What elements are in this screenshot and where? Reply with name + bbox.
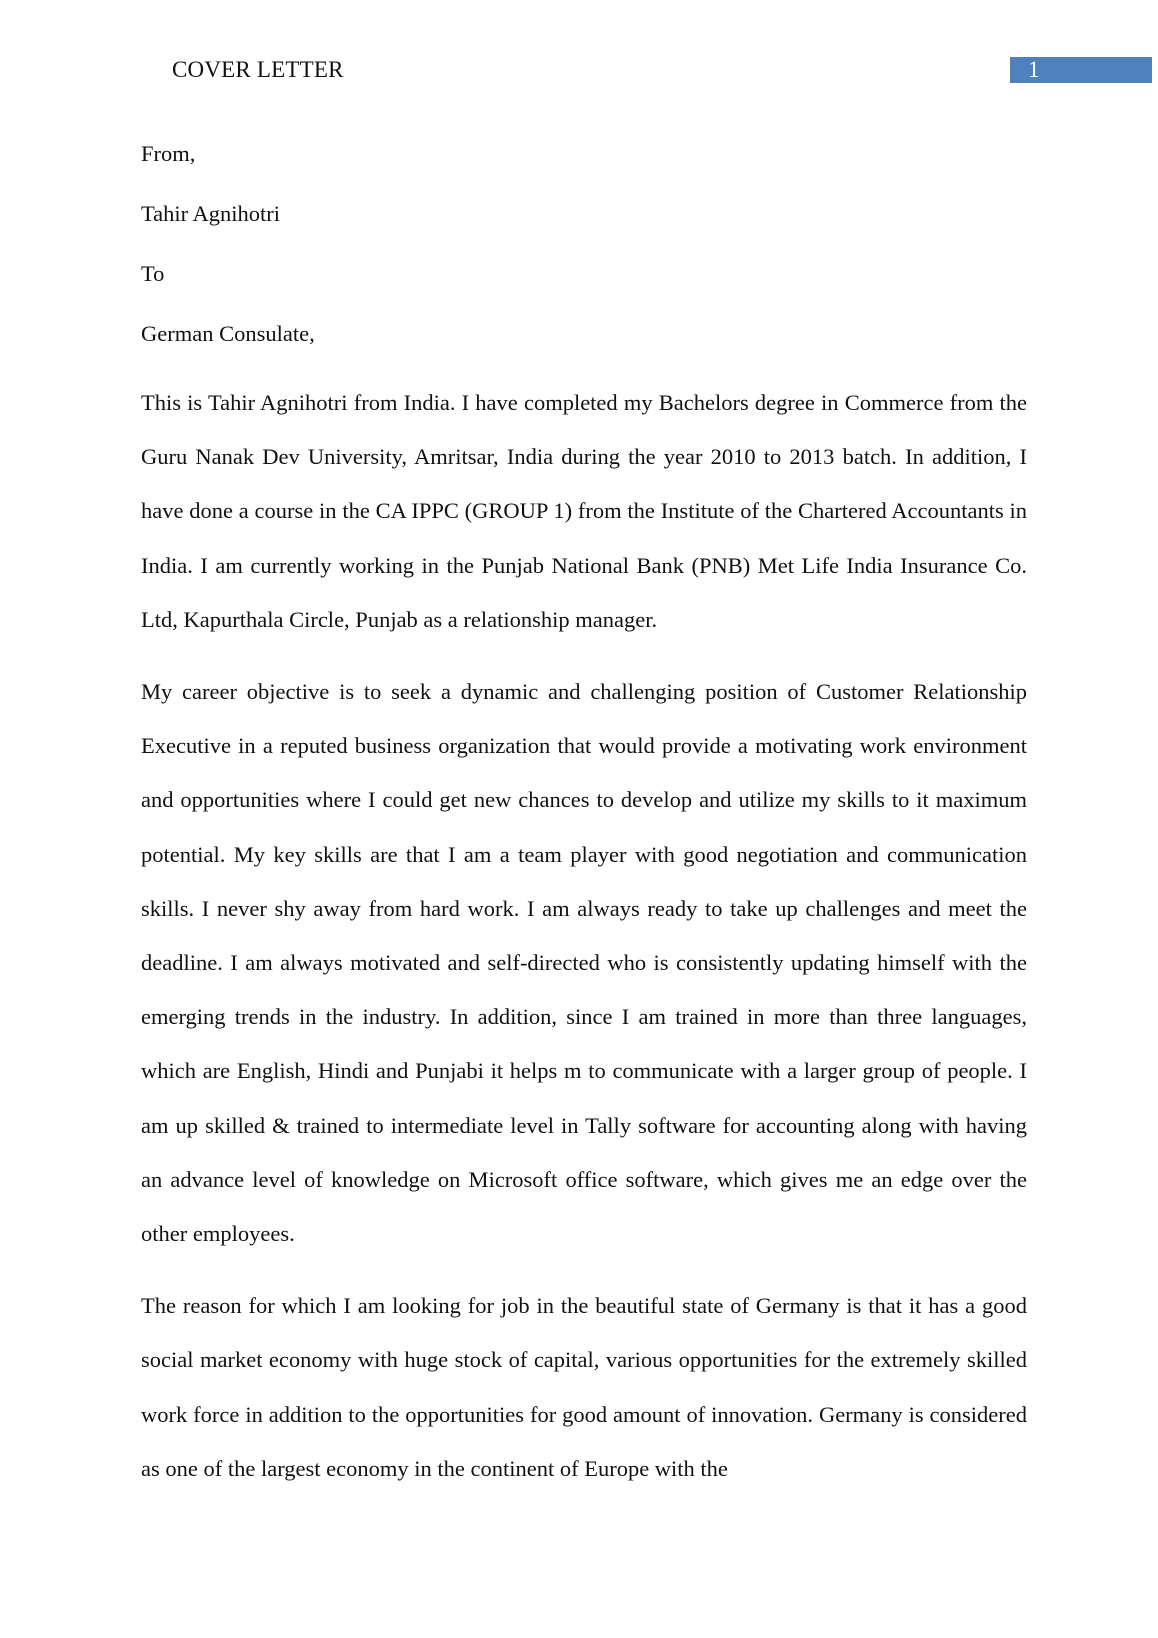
from-label: From, (141, 141, 196, 166)
page-number-box (1010, 57, 1152, 83)
sender-name: Tahir Agnihotri (141, 201, 281, 226)
page-number: 1 (1028, 57, 1040, 82)
paragraph-introduction: This is Tahir Agnihotri from India. I have completed my Bachelors degree in Commerce from the Guru Nanak Dev University, Amritsar, India during the year 2010 to 2013 batch. In addition, I have done a course in the CA IPPC (GROUP 1) from the Institute of the Chartered Accountants in India. I am currently working in the Punjab National Bank (PNB) Met Life India Insurance Co. Ltd, Kapurthala Circle, Punjab as a relationship manager. (141, 390, 1027, 632)
letter-body (141, 136, 1027, 1514)
running-head: COVER LETTER (172, 57, 344, 82)
recipient: German Consulate, (141, 321, 315, 346)
to-label: To (141, 261, 165, 286)
paragraph-germany-reason: The reason for which I am looking for job in the beautiful state of Germany is that it has a good social market economy with huge stock of capital, various opportunities for the extremely skilled work force in addition to the opportunities for good amount of innovation. Germany is considered as one of the largest economy in the continent of Europe with the (141, 1293, 1027, 1481)
paragraph-career-objective: My career objective is to seek a dynamic and challenging position of Customer Relationship Executive in a reputed business organization that would provide a motivating work environment and opportunities where I could get new chances to develop and utilize my skills to it maximum potential. My key skills are that I am a team player with good negotiation and communication skills. I never shy away from hard work. I am always ready to take up challenges and meet the deadline. I am always motivated and self-directed who is consistently updating himself with the emerging trends in the industry. In addition, since I am trained in more than three languages, which are English, Hindi and Punjabi it helps m to communicate with a larger group of people. I am up skilled & trained to intermediate level in Tally software for accounting along with having an advance level of knowledge on Microsoft office software, which gives me an edge over the other employees. (141, 679, 1027, 1247)
